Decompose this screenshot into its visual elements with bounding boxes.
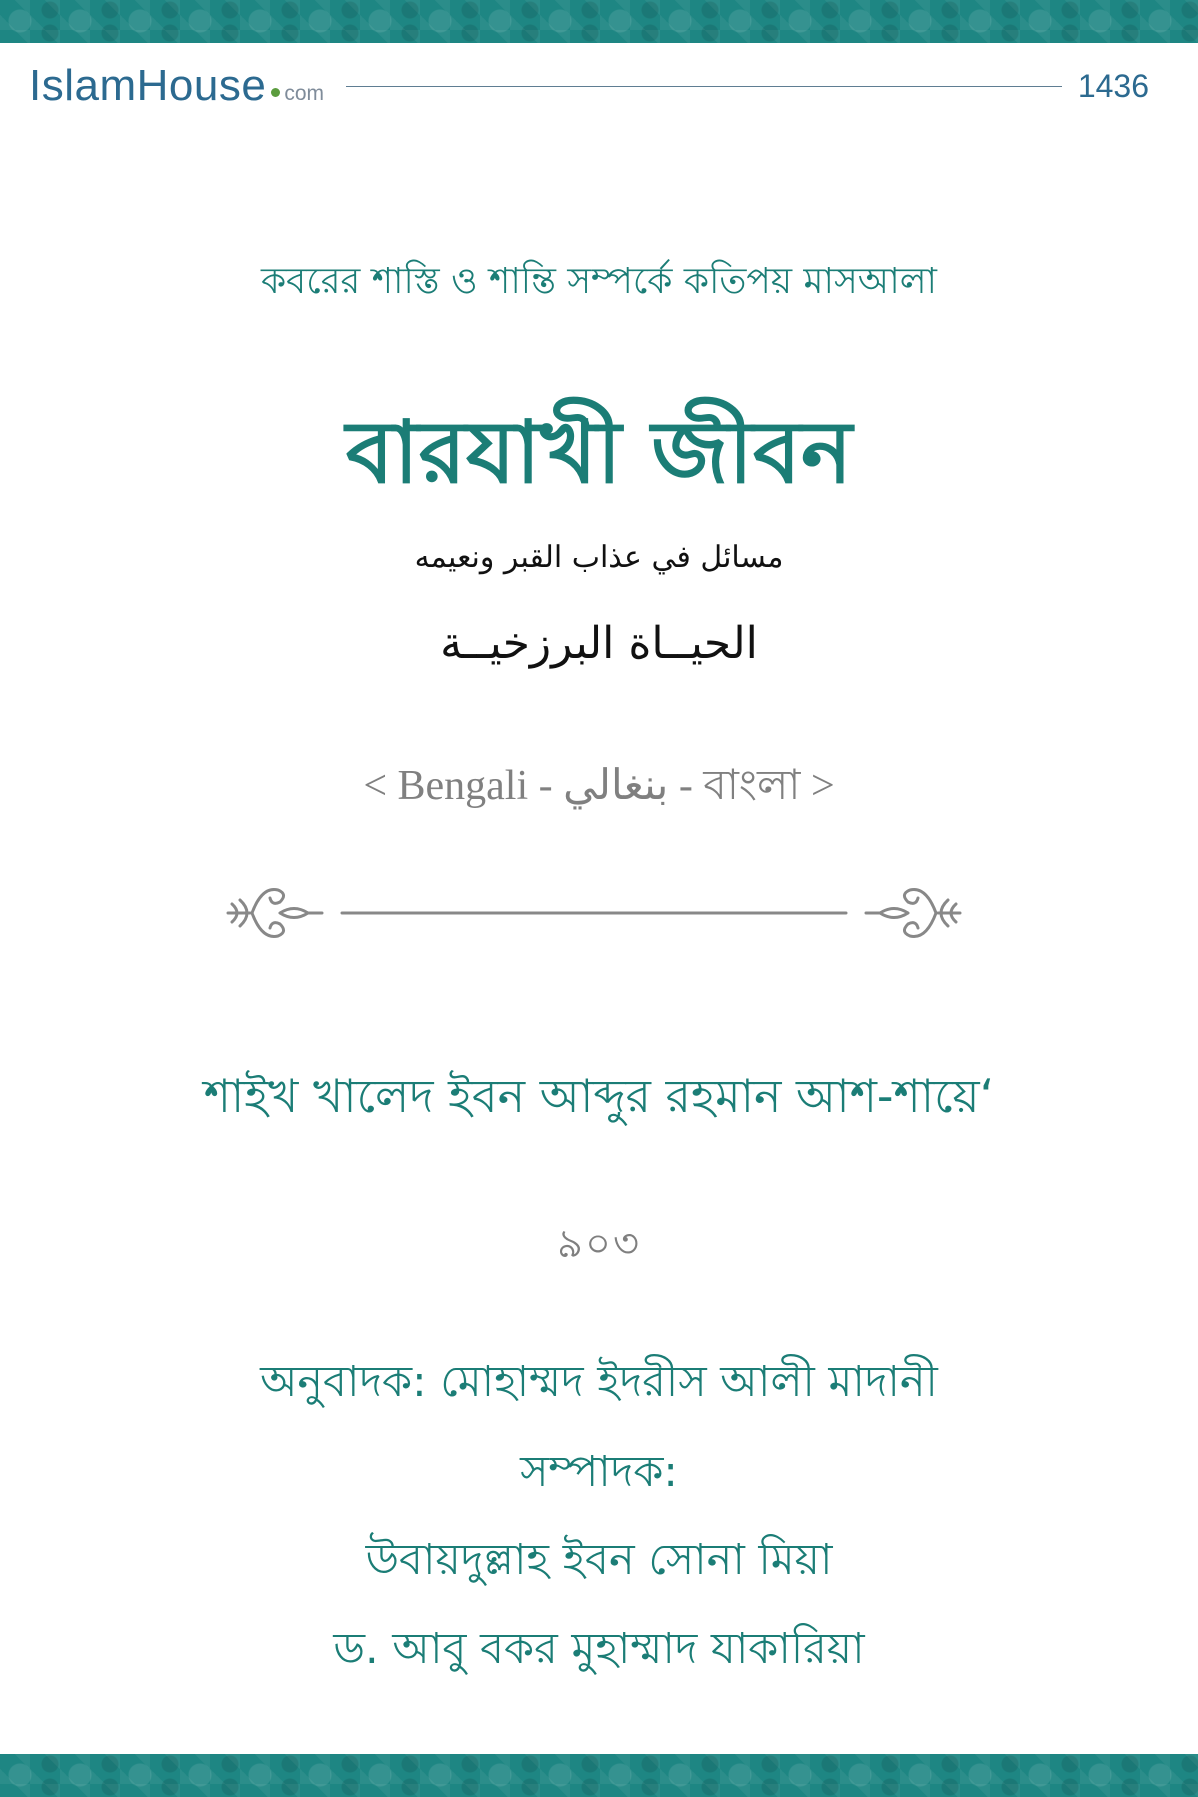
logo-domain: com <box>284 82 324 105</box>
book-title: বারযাখী জীবন <box>345 403 853 503</box>
language-line: < Bengali - بنغالي - বাংলা > <box>363 763 835 809</box>
flourish-divider-icon <box>222 868 966 958</box>
book-subtitle: কবরের শাস্তি ও শান্তি সম্পর্কে কতিপয় মাসআলা <box>261 261 937 302</box>
islamhouse-logo <box>29 61 324 111</box>
editor-name: ড. আবু বকর মুহাম্মাদ যাকারিয়া <box>333 1624 865 1674</box>
header-divider <box>346 86 1062 87</box>
page-number: 1436 <box>1077 67 1149 104</box>
logo-dot-icon <box>271 88 280 97</box>
logo-wordmark: IslamHouse <box>29 61 267 110</box>
bottom-decorative-band <box>0 1754 1198 1797</box>
editor-label: সম্পাদক: <box>520 1447 678 1497</box>
decorative-glyph-separator: ৯০৩ <box>557 1221 641 1267</box>
arabic-subtitle: مسائل في عذاب القبر ونعيمه <box>414 540 784 575</box>
translator-credit: অনুবাদক: মোহাম্মদ ইদরীস আলী মাদানী <box>260 1357 938 1407</box>
top-decorative-band <box>0 0 1198 43</box>
editor-name: উবায়দুল্লাহ ইবন সোনা মিয়া <box>365 1535 833 1585</box>
page-header <box>29 60 1149 112</box>
author-name: শাইখ খালেদ ইবন আব্দুর রহমান আশ-শায়ে‘ <box>203 1069 995 1123</box>
arabic-title: الحيــاة البرزخيــة <box>440 618 758 669</box>
